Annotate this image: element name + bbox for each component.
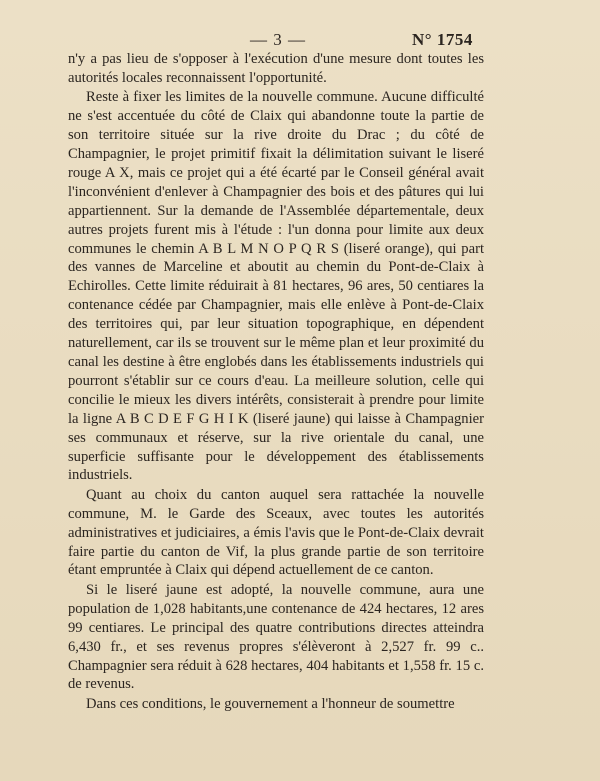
paragraph-3: Quant au choix du canton auquel sera rattachée la nouvelle commune, M. le Garde des Sceaux, avec toutes les autorités administratives et judiciaires, a émis l'avis que le Pont-de-Claix devrait faire partie du canton de Vif, la plus grande partie de son territoire étant empruntée à Claix qui dépend actuellement de ce canton.: [68, 486, 484, 579]
page-header: [0, 30, 600, 50]
paragraph-1: n'y a pas lieu de s'opposer à l'exécution d'une mesure dont toutes les autorités locales reconnaissent l'opportunité.: [68, 51, 484, 86]
document-number: N° 1754: [412, 30, 473, 49]
body-text: [68, 50, 484, 714]
paragraph-5: Dans ces conditions, le gouvernement a l'honneur de soumettre: [86, 695, 455, 712]
paragraph-2: Reste à fixer les limites de la nouvelle commune. Aucune difficulté ne s'est accentuée du côté de Claix qui abandonne toute la partie de son territoire située sur la rive droite du Drac ; du côté de Champagnier, le projet primitif fixait la délimitation suivant le liseré rouge A X, mais ce projet qui a été écarté par le Conseil général avait l'inconvénient d'enlever à Champagnier des bois et des pâtures qui lui appartiennent. Sur la demande de l'Assemblée départementale, deux autres projets furent mis à l'étude : l'un donna pour limite aux deux communes le chemin A B L M N O P Q R S (liseré orange), qui part des vannes de Marceline et aboutit au chemin du Pont-de-Claix à Echirolles. Cette limite réduirait à 81 hectares, 96 ares, 50 centiares la contenance cédée par Champagnier, mais elle enlève à Pont-de-Claix des territoires qui, par leur situation topographique, en dépendent naturellement, car ils se trouvent sur le même plan et leur proximité du canal les destine à être englobés dans les établissements industriels qui pourront s'établir sur ce cours d'eau. La meilleure solution, celle qui concilie le mieux les divers intérêts, consisterait à prendre pour limite la ligne A B C D E F G H I K (liseré jaune) qui laisse à Champagnier ses communaux et réserve, sur la rive orientale du canal, une superficie suffisante pour le développement des établissements industriels.: [68, 89, 484, 484]
page-number: — 3 —: [250, 30, 306, 49]
paragraph-4: Si le liseré jaune est adopté, la nouvelle commune, aura une population de 1,028 habitants,une contenance de 424 hectares, 12 ares 99 centiares. Le principal des quatre contributions directes atteindra 6,430 fr., et ses revenus propres s'élèveront à 2,527 fr. 99 c.. Champagnier sera réduit à 628 hectares, 404 habitants et 1,558 fr. 15 c. de revenus.: [68, 581, 484, 693]
